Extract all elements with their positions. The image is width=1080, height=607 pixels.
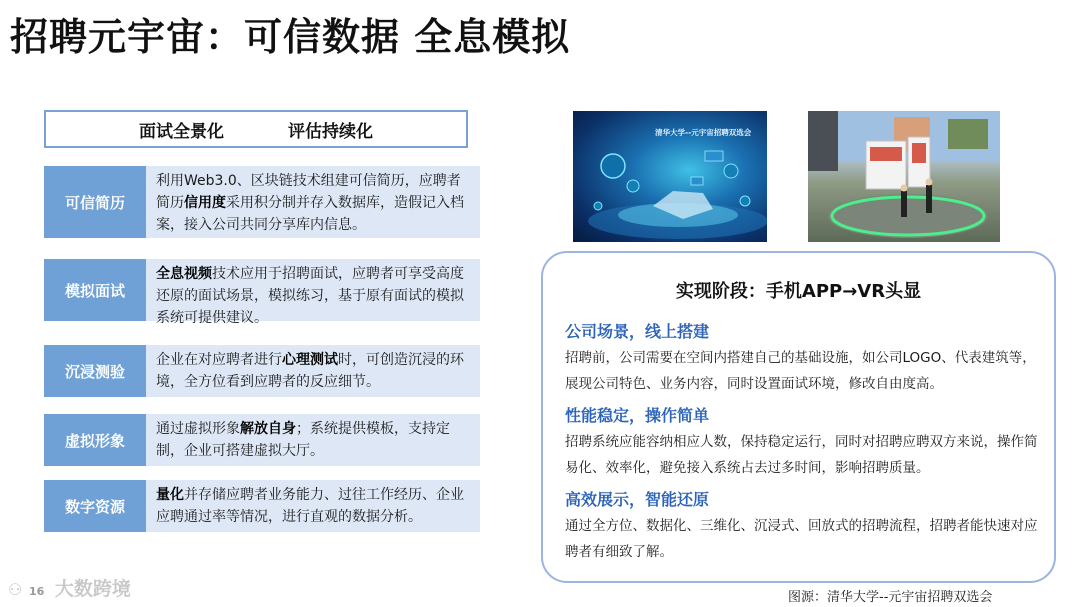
- feature-row-avatar: [44, 414, 480, 466]
- feature-row-immersive-test: [44, 345, 480, 397]
- section-body-performance: 招聘系统应能容纳相应人数，保持稳定运行，同时对招聘应聘双方来说，操作简易化、效率化，避免接入系统占去过多时间，影响招聘质量。: [565, 434, 1038, 476]
- row-label: 虚拟形象: [44, 414, 146, 466]
- highlight-text: 解放自身: [240, 421, 296, 437]
- description-text: 采用积分制并存入数据库，造假记入档案，接入公司共同分享库内信息。: [156, 195, 464, 233]
- description-text: 利用Web3.0、区块链技术组建可信简历，应聘者简历: [156, 173, 461, 211]
- highlight-text: 信用度: [184, 195, 226, 211]
- virtual-job-fair-image: [808, 111, 1000, 242]
- row-description: [146, 345, 480, 397]
- description-text: 企业在对应聘者进行: [156, 352, 282, 368]
- row-description: [146, 259, 480, 326]
- image-source-caption: 图源：清华大学--元宇宙招聘双选会: [788, 590, 993, 605]
- section-body-display: 通过全方位、数据化、三维化、沉浸式、回放式的招聘流程，招聘者能快速对应聘者有细致了解。: [565, 518, 1038, 560]
- implementation-phase-panel: [541, 251, 1056, 583]
- row-label: 可信简历: [44, 166, 146, 238]
- watermark-logo-icon: ⚇: [8, 580, 23, 599]
- section-heading-performance: 性能稳定，操作简单: [565, 406, 710, 425]
- row-label: 数字资源: [44, 480, 146, 532]
- row-label: 沉浸测验: [44, 345, 146, 397]
- description-text: 技术应用于招聘面试，应聘者可享受高度还原的面试场景，模拟练习，基于原有面试的模拟系统可提供建议。: [156, 266, 464, 326]
- phase-title: 实现阶段：手机APP→VR头显: [675, 281, 922, 302]
- metaverse-lobby-image: [573, 111, 767, 242]
- lobby-banner-text: 清华大学--元宇宙招聘双选会: [655, 128, 752, 137]
- row-description: [146, 414, 480, 466]
- description-text: ；系统提供模板，支持定制，企业可搭建虚拟大厅。: [156, 421, 450, 459]
- section-heading-scene: 公司场景，线上搭建: [565, 322, 710, 341]
- section-heading-display: 高效展示，智能还原: [565, 490, 710, 509]
- page-number: 16: [28, 585, 45, 598]
- page-title: 招聘元宇宙：可信数据 全息模拟: [10, 15, 571, 59]
- feature-row-digital-resources: [44, 480, 480, 532]
- row-description: [146, 166, 480, 238]
- row-label: 模拟面试: [44, 259, 146, 321]
- header-left-label: 面试全景化: [139, 121, 224, 142]
- feature-row-mock-interview: [44, 259, 480, 326]
- description-text: 通过虚拟形象: [156, 421, 240, 437]
- watermark: [8, 574, 131, 601]
- description-text: 并存储应聘者业务能力、过往工作经历、企业应聘通过率等情况，进行直观的数据分析。: [156, 487, 464, 525]
- highlight-text: 量化: [156, 487, 184, 503]
- highlight-text: 全息视频: [156, 266, 212, 282]
- highlight-text: 心理测试: [282, 352, 338, 368]
- row-description: [146, 480, 480, 532]
- description-text: 时，可创造沉浸的环境，全方位看到应聘者的反应细节。: [156, 352, 464, 390]
- feature-row-trusted-resume: [44, 166, 480, 238]
- job-fair-illustration: [808, 111, 1000, 242]
- section-body-scene: 招聘前，公司需要在空间内搭建自己的基础设施，如公司LOGO、代表建筑等，展现公司特色、业务内容，同时设置面试环境，修改自由度高。: [565, 350, 1036, 392]
- header-right-label: 评估持续化: [288, 121, 373, 142]
- header-box: [44, 110, 468, 148]
- watermark-text: 大数跨境: [54, 578, 131, 600]
